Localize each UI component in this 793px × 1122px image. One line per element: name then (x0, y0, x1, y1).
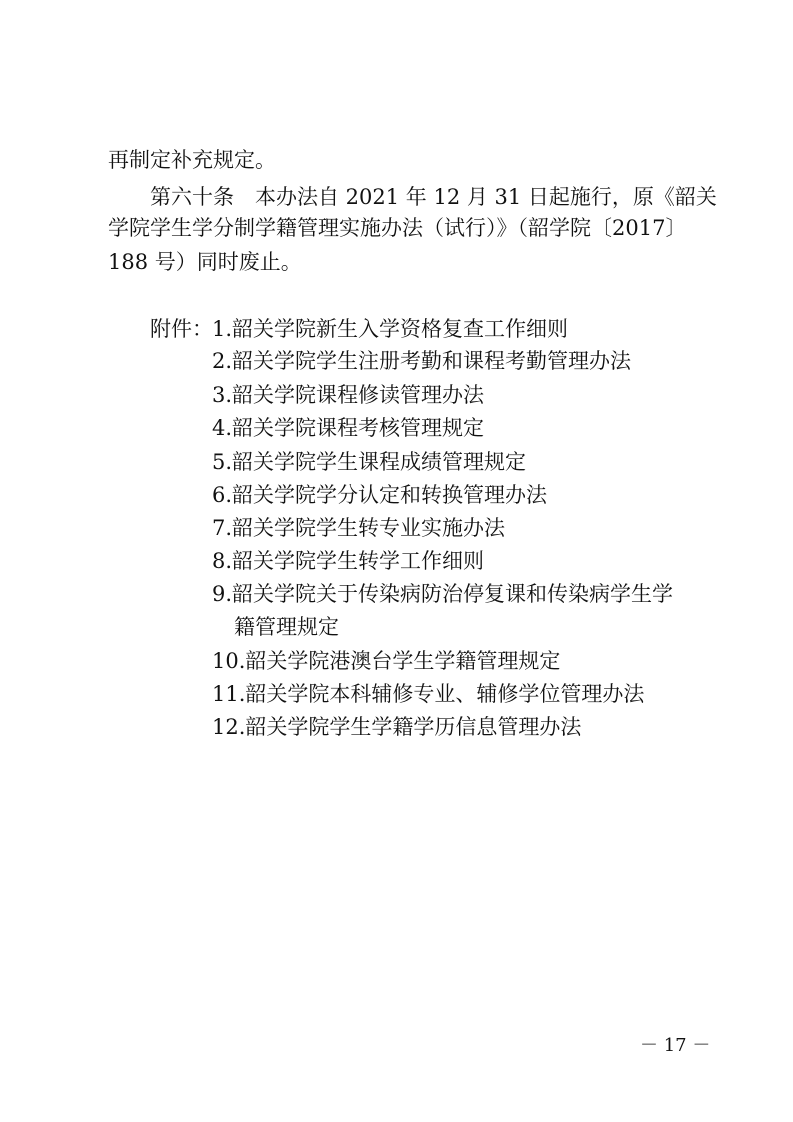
attachment-item-6: 6.韶关学院学分认定和转换管理办法 (212, 483, 548, 507)
paragraph-line-2: 第六十条 本办法自 2021 年 12 月 31 日起施行，原《韶关 (150, 185, 717, 209)
attachment-item-9-continued: 籍管理规定 (234, 615, 339, 639)
attachment-item-9: 9.韶关学院关于传染病防治停复课和传染病学生学 (212, 582, 674, 606)
paragraph-line-3: 学院学生学分制学籍管理实施办法（试行）》（韶学院〔2017〕 (108, 216, 687, 240)
attachments-label: 附件： (150, 317, 213, 341)
page-number: － 17 － (640, 1035, 711, 1056)
attachment-item-10: 10.韶关学院港澳台学生学籍管理规定 (212, 649, 561, 673)
attachment-item-4: 4.韶关学院课程考核管理规定 (212, 416, 485, 440)
attachment-item-5: 5.韶关学院学生课程成绩管理规定 (212, 450, 527, 474)
paragraph-line-1: 再制定补充规定。 (108, 148, 276, 172)
attachment-item-2: 2.韶关学院学生注册考勤和课程考勤管理办法 (212, 349, 632, 373)
attachment-item-8: 8.韶关学院学生转学工作细则 (212, 549, 485, 573)
attachment-item-1: 1.韶关学院新生入学资格复查工作细则 (212, 317, 569, 341)
attachment-item-11: 11.韶关学院本科辅修专业、辅修学位管理办法 (212, 682, 645, 706)
attachment-item-12: 12.韶关学院学生学籍学历信息管理办法 (212, 715, 582, 739)
attachment-item-3: 3.韶关学院课程修读管理办法 (212, 383, 485, 407)
attachment-item-7: 7.韶关学院学生转专业实施办法 (212, 516, 506, 540)
paragraph-line-4: 188 号）同时废止。 (108, 250, 302, 274)
